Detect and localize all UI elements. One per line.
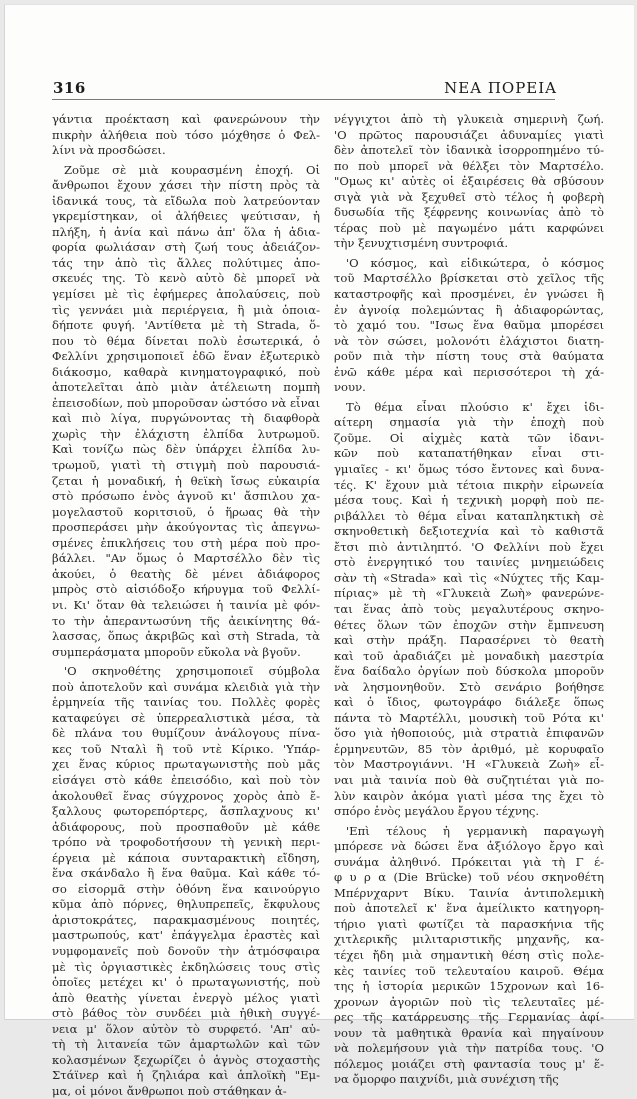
text-line: κολασμένων ξεχωρίζει ὁ ἁγνὸς στοχαστὴς bbox=[52, 1052, 320, 1067]
text-line: το τὴν ἀπεραντωσύνη τῆς ἀεικίνητης θά- bbox=[52, 613, 320, 628]
text-line: ἕνα σκάνδαλο ἢ ἕνα θαῦμα. Καὶ κάθε τό- bbox=[52, 866, 320, 881]
text-line: ἀπὸ θεατὴς γίνεται ἐνεργὸ μέλος γιατὶ bbox=[52, 990, 320, 1005]
text-line: σμένες ἐπικλήσεις του στὴ μέρα ποὺ προ- bbox=[52, 535, 320, 550]
text-line: σὰν τὴ «Strada» καὶ τὶς «Νύχτες τῆς Καμ- bbox=[334, 570, 604, 585]
text-line: έργεια μὲ κάποια συνταρακτικὴ εἴδηση, bbox=[52, 850, 320, 865]
text-line: ρες τῆς κατάρρευσης τῆς Γερμανίας ἀφί- bbox=[334, 1010, 604, 1025]
text-line: λίνι νὰ προσδώσει. bbox=[52, 143, 166, 158]
text-line: ἀριστοκράτες, παρακμασμένους ποιητές, bbox=[52, 912, 320, 927]
text-line: τρόπο νὰ τροφοδοτήσουν τὴ γενικὴ περι- bbox=[52, 835, 320, 850]
text-line: ἐπεισοδίων, ποὺ μποροῦσαν ὡστόσο νὰ εἶναι bbox=[52, 395, 320, 410]
text-line: σκευές της. Τὸ κενὸ αὐτὸ δὲ μπορεῖ νὰ bbox=[52, 271, 320, 286]
text-line: πόλεμος μοιάζει στὴ φαντασία τους μ' ἕ- bbox=[334, 1056, 604, 1071]
text-line: Καὶ τονίζω πὼς δὲν ὑπάρχει ἐλπίδα λυ- bbox=[52, 442, 320, 457]
text-line: 'Ο σκηνοθέτης χρησιμοποιεῖ σύμβολα bbox=[64, 664, 320, 679]
text-line: Στάϊνερ καὶ ἡ ζηλιάρα καὶ ἁπλοϊκὴ "Εμ- bbox=[52, 1068, 320, 1083]
text-line: εἰσάγει στὸ κάθε ἐπεισόδιο, καὶ ποὺ τὸν bbox=[52, 772, 320, 787]
text-line: Τὸ θέμα εἶναι πλούσιο κ' ἔχει ἰδι- bbox=[346, 399, 604, 414]
text-line: νὰ πολεμήσουν γιὰ τὴν πατρίδα τους. 'Ο bbox=[334, 1041, 604, 1056]
text-line: δυσωδία τῆς ξέφρενης κοινωνίας ἀπὸ τὸ bbox=[334, 205, 604, 220]
text-line: ροῦν πιὰ τὴν πίστη τους στὰ θαύματα bbox=[334, 349, 604, 364]
text-line: νυμφομανεῖς ποὺ δονοῦν τὴν ἀτμόσφαιρα bbox=[52, 943, 320, 958]
text-line: ξαλλους φωτορεπόρτερς, ἄσπλαχνους κι' bbox=[52, 804, 320, 819]
text-line: καὶ πιὸ λίγα, πυργώνοντας τὴ διαφθορὰ bbox=[52, 411, 320, 426]
text-line: τὸν Μαστρογιάννι. 'Η «Γλυκειὰ Ζωὴ» εἶ- bbox=[334, 757, 604, 772]
text-line: προσπεράσει μὴν ἀκούγοντας τὶς ἀπεγνω- bbox=[52, 520, 320, 535]
text-line: μπρὸς στὸ αἰσιόδοξο κήρυγμα τοῦ Φελλί- bbox=[52, 582, 320, 597]
text-line: "Ομως κι' αὐτὲς οἱ ἐξαιρέσεις θὰ σβύσουν bbox=[334, 174, 604, 189]
text-line: γκρεμίστηκαν, οἱ ἀλήθειες ψεύτισαν, ἡ bbox=[52, 209, 320, 224]
text-line: σπόρο ἑνὸς μεγάλου ἔργου τέχνης. bbox=[334, 804, 540, 819]
text-line: διάκοσμο, καθαρὰ κινηματογραφικό, ποὺ bbox=[52, 364, 320, 379]
paragraph bbox=[334, 400, 604, 820]
right-column bbox=[334, 112, 604, 1088]
text-line: τὴ τὴ λιτανεία τῶν ἁμαρτωλῶν καὶ τῶν bbox=[52, 1037, 320, 1052]
text-line: βάλλει. "Αν ὅμως ὁ Μαρτσέλλο δὲν τὶς bbox=[52, 551, 320, 566]
text-line: μπόρεσε νὰ δώσει ἕνα ἀξιόλογο ἔργο καὶ bbox=[334, 839, 604, 854]
text-line: να ὄμορφο παιχνίδι, μιὰ συνέχιση τῆς bbox=[334, 1072, 559, 1087]
text-line: ται ἕνας ἀπὸ τοὺς μεγαλυτέρους σκηνο- bbox=[334, 601, 604, 616]
text-line: φ υ ρ α (Die Brücke) τοῦ νέου σκηνοθέτη bbox=[334, 870, 604, 885]
text-line: χιτλερικῆς μιλιταριστικῆς μηχανῆς, κα- bbox=[334, 932, 604, 947]
text-line: ποὺ ἀποτελεῖ κ' ἕνα ἀμείλικτο κατηγορη- bbox=[334, 901, 604, 916]
text-line: χρονων ἀγοριῶν ποὺ τὶς τελευταῖες μέ- bbox=[334, 994, 604, 1009]
text-line: σκηνοθετικὴ δεξιοτεχνία καὶ τὸ καθιστᾶ bbox=[334, 524, 604, 539]
text-line: καὶ στὴν πράξη. Παρασέρνει τὸ θεατὴ bbox=[334, 633, 604, 648]
text-line: στὸ βάθος τὸν συνδέει μιὰ ἠθικὴ συγγέ- bbox=[52, 1006, 320, 1021]
text-line: νεια μ' ὅλον αὐτὸν τὸ συρφετό. 'Απ' αὐ- bbox=[52, 1021, 320, 1036]
text-line: τέχει ἤδη μιὰ σημαντικὴ θέση στὶς πολε- bbox=[334, 947, 604, 962]
text-line: τές. Κ' ἔχουν μιὰ τέτοια πικρὴν εἰρωνεία bbox=[334, 477, 604, 492]
text-line: 'Ο κόσμος, καὶ εἰδικώτερα, ὁ κόσμος bbox=[346, 255, 604, 270]
text-line: πικρὴν ἀλήθεια ποὺ τόσο μόχθησε ὁ Φελ- bbox=[52, 127, 320, 142]
text-line: τρωμοῦ, γιατὶ τὴ στιγμὴ ποὺ παρουσιά- bbox=[52, 458, 320, 473]
header-rule bbox=[52, 99, 555, 100]
text-line: θέτες ὅλων τῶν ἐποχῶν στὴν ἔμπνευση bbox=[334, 617, 604, 632]
text-line: ἀδιάφορους, ποὺ προσπαθοῦν μὲ κάθε bbox=[52, 819, 320, 834]
text-line: συνάμα ἀληθινό. Πρόκειται γιὰ τὴ Γ έ- bbox=[334, 854, 604, 869]
text-line: τὴν ξενυχτισμένη συντροφιά. bbox=[334, 236, 509, 251]
text-line: γάντια προέκταση καὶ φανερώνουν τὴν bbox=[52, 112, 320, 126]
text-line: σιγὰ γιὰ νὰ ξεχυθεῖ στὸ τέλος ἡ φοβερὴ bbox=[334, 189, 604, 204]
text-line: ἀποτελεῖται ἀπὸ μιὰν ἀτέλειωτη πομπὴ bbox=[52, 380, 320, 395]
text-line: νι. Κι' ὅταν θὰ τελειώσει ἡ ταινία μὲ φόν- bbox=[52, 597, 320, 612]
page-header bbox=[53, 79, 557, 101]
text-line: τὸ χαμό του. "Ισως ἕνα θαῦμα μπορέσει bbox=[334, 318, 604, 333]
running-head: ΝΕΑ ΠΟΡΕΙΑ bbox=[444, 79, 557, 97]
text-line: πλήξη, ἡ ἀνία καὶ πάνω ἀπ' ὅλα ἡ ἀδια- bbox=[52, 224, 320, 239]
text-line: νὰ λησμονηθοῦν. Στὸ σενάριο βοήθησε bbox=[334, 679, 604, 694]
paragraph bbox=[334, 824, 604, 1088]
text-line: κῶν ποὺ καταπατήθηκαν εἶναι στι- bbox=[334, 446, 604, 461]
text-line: φορία φωλιάσαν στὴ ζωή τους ἀδειάζον- bbox=[52, 240, 320, 255]
text-line: ζοῦμε. Οἱ αἰχμὲς κατὰ τῶν ἰδανι- bbox=[334, 430, 604, 445]
text-line: ὁποῖες μετέχει κι' ὁ πρωταγωνιστής, ποὺ bbox=[52, 975, 320, 990]
text-line: σο εἰσορμᾶ στὴν ὀθόνη ἕνα καινούργιο bbox=[52, 881, 320, 896]
text-line: Ζοῦμε σὲ μιὰ κουρασμένη ἐποχή. Οἱ bbox=[64, 162, 320, 177]
text-line: καὶ ὁ ἴδιος, φωτογράφο διάλεξε ὅπως bbox=[334, 695, 604, 710]
left-column bbox=[52, 112, 320, 1099]
text-line: πίριας» μὲ τὴ «Γλυκειὰ Ζωὴ» φανερώνε- bbox=[334, 586, 604, 601]
text-line: γεμίσει μὲ τὶς ἐφήμερες ἀπολαύσεις, ποὺ bbox=[52, 287, 320, 302]
text-line: ποὺ ἀποτελοῦν καὶ συνάμα κλειδιὰ γιὰ τὴν bbox=[52, 679, 320, 694]
text-line: καταφεύγει σὲ ὑπερρεαλιστικὰ μέσα, τὰ bbox=[52, 710, 320, 725]
text-line: ἀκούει, ὁ θεατὴς δὲ μένει ἀδιάφορος bbox=[52, 566, 320, 581]
text-line: πάντα τὸ Μαρτέλλι, μουσικὴ τοῦ Ρότα κι' bbox=[334, 710, 604, 725]
text-line: δὲν ἀποτελεῖ τὸν ἰδανικὰ ἰσορροπημένο τύ- bbox=[334, 143, 604, 158]
page-number: 316 bbox=[53, 79, 86, 97]
paragraph bbox=[52, 163, 320, 661]
text-line: που τὸ θέμα δίνεται πολὺ ἐσωτερικά, ὁ bbox=[52, 333, 320, 348]
text-line: ἐνῶ κάθε μέρα καὶ περισσότεροι τὴ χά- bbox=[334, 364, 604, 379]
text-line: ἄνθρωποι ἔχουν χάσει τὴν πίστη πρὸς τὰ bbox=[52, 178, 320, 193]
text-line: νουν. bbox=[334, 380, 366, 395]
text-line: τήριο γιατὶ φωτίζει τὰ παρασκήνια τῆς bbox=[334, 916, 604, 931]
text-line: ἐν ἀγνοίᾳ πολεμώντας ἢ ἀδιαφορώντας, bbox=[334, 302, 604, 317]
text-line: ἑρμηνευτῶν, 85 τὸν ἀριθμό, μὲ κορυφαῖο bbox=[334, 741, 604, 756]
text-line: δήποτε φυγή. 'Αντίθετα μὲ τὴ Strada, ὅ- bbox=[52, 318, 320, 333]
text-line: της ἡ ἱστορία μερικῶν 15χρονων καὶ 16- bbox=[334, 979, 604, 994]
text-line: νέγγιχτοι ἀπὸ τὴ γλυκειὰ σημερινὴ ζωή. bbox=[334, 112, 604, 126]
text-line: χει ἕνας κύριος πρωταγωνιστὴς ποὺ μᾶς bbox=[52, 757, 320, 772]
text-line: τέρας ποὺ μὲ παγωμένο μάτι καρφώνει bbox=[334, 220, 604, 235]
text-line: τάς την ἀπὸ τὶς ἄλλες πολύτιμες ἀπο- bbox=[52, 255, 320, 270]
text-line: ἕνα δαίδαλο ὀργίων ποὺ δύσκολα μποροῦν bbox=[334, 664, 604, 679]
text-line: τὶς γεννάει μιὰ περιέργεια, ἢ μιὰ ὁποια- bbox=[52, 302, 320, 317]
text-line: λὺν καιρὸν ἀκόμα γιατὶ μέσα της ἔχει τὸ bbox=[334, 788, 604, 803]
paragraph bbox=[52, 664, 320, 1099]
text-line: μαστρωπούς, κατ' ἐπάγγελμα ἐραστὲς καὶ bbox=[52, 928, 320, 943]
text-line: 'Ο πρῶτος παρουσιάζει ἀδυναμίες γιατὶ bbox=[334, 127, 604, 142]
text-line: ἑρμηνεία τῆς ταινίας του. Πολλὲς φορὲς bbox=[52, 695, 320, 710]
text-line: πο ποὺ μπορεῖ νὰ θέλξει τὸν Μαρτσέλο. bbox=[334, 158, 604, 173]
text-line: ἰδανικά τους, τὰ εἴδωλα ποὺ λατρεύονταν bbox=[52, 193, 320, 208]
text-line: κὲς ταινίες τοῦ τελευταίου καιροῦ. Θέμα bbox=[334, 963, 604, 978]
text-line: Μπέρνχαρντ Βίκυ. Ταινία ἀντιπολεμικὴ bbox=[334, 885, 604, 900]
text-line: μὲ τὶς ὀργιαστικὲς ἐκδηλώσεις τους στὶς bbox=[52, 959, 320, 974]
text-line: ριβάλλει τὸ θέμα εἶναι καταπληκτικὴ σὲ bbox=[334, 508, 604, 523]
text-line: 'Επὶ τέλους ἡ γερμανικὴ παραγωγὴ bbox=[346, 823, 604, 838]
text-line: γμιαῖες - κι' ὅμως τόσο ἔντονες καὶ δυνα- bbox=[334, 462, 604, 477]
text-line: Φελλίνι χρησιμοποιεῖ ἐδῶ ἕναν ἐξωτερικὸ bbox=[52, 349, 320, 364]
paragraph bbox=[334, 256, 604, 396]
text-line: νὰ τὸν σώσει, μολονότι ἐλάχιστοι διατη- bbox=[334, 333, 604, 348]
paragraph bbox=[52, 112, 320, 159]
text-line: μέσα τους. Καὶ ἡ τεχνικὴ μορφὴ ποὺ πε- bbox=[334, 493, 604, 508]
text-line: ναι μιὰ ταινία ποὺ θὰ συζητιέται γιὰ πο- bbox=[334, 772, 604, 787]
text-line: κῦμα ἀπὸ πόρνες, θηλυπρεπεῖς, ἔκφυλους bbox=[52, 897, 320, 912]
text-line: καὶ τοῦ ἀραδιάζει μὲ μοναδικὴ μαεστρία bbox=[334, 648, 604, 663]
text-line: ζεται ἡ μοναδική, ἡ θεϊκὴ ἴσως εὐκαιρία bbox=[52, 473, 320, 488]
text-line: λασσας, ὅπως ἀκριβῶς καὶ στὴ Strada, τὰ bbox=[52, 629, 320, 644]
text-line: στὸ ἐνεργητικό του ταινίες μνημειώδεις bbox=[334, 555, 604, 570]
text-line: συμπεράσματα μποροῦν εὔκολα νὰ βγοῦν. bbox=[52, 644, 301, 659]
text-line: ἔτσι πιὸ ἀντιληπτό. 'Ο Φελλίνι ποὺ ἔχει bbox=[334, 539, 604, 554]
paragraph bbox=[334, 112, 604, 252]
text-line: μα, οἱ μόνοι ἄνθρωποι ποὺ στάθηκαν ἀ- bbox=[52, 1083, 287, 1098]
text-line: τοῦ Μαρτσέλλο βρίσκεται στὸ χεῖλος τῆς bbox=[334, 271, 604, 286]
text-line: ὅσο γιὰ ἠθοποιούς, μιὰ στρατιὰ ἐπιφανῶν bbox=[334, 726, 604, 741]
text-line: καταστροφῆς καὶ προσμένει, ἐν γνώσει ἢ bbox=[334, 287, 604, 302]
text-line: κες τοῦ Νταλὶ ἢ τοῦ ντὲ Κίρικο. 'Υπάρ- bbox=[52, 741, 320, 756]
text-line: δὲ πλάνα του θυμίζουν ἀνάλογους πίνα- bbox=[52, 726, 320, 741]
text-line: ἀκολουθεῖ ἕνας σύγχρονος χορὸς ἀπὸ ἔ- bbox=[52, 788, 320, 803]
text-line: νουν τὰ μαθητικὰ θρανία καὶ πηγαίνουν bbox=[334, 1025, 604, 1040]
text-line: αίτερη σημασία γιὰ τὴν ἐποχὴ ποὺ bbox=[334, 415, 604, 430]
text-line: στὸ πρόσωπο ἑνὸς ἁγνοῦ κι' ἄσπιλου χα- bbox=[52, 489, 320, 504]
text-line: χωρὶς τὴν ἐλάχιστη ἐλπίδα λυτρωμοῦ. bbox=[52, 426, 320, 441]
text-line: μογελαστοῦ κοριτσιοῦ, ὁ ἥρωας θὰ τὴν bbox=[52, 504, 320, 519]
